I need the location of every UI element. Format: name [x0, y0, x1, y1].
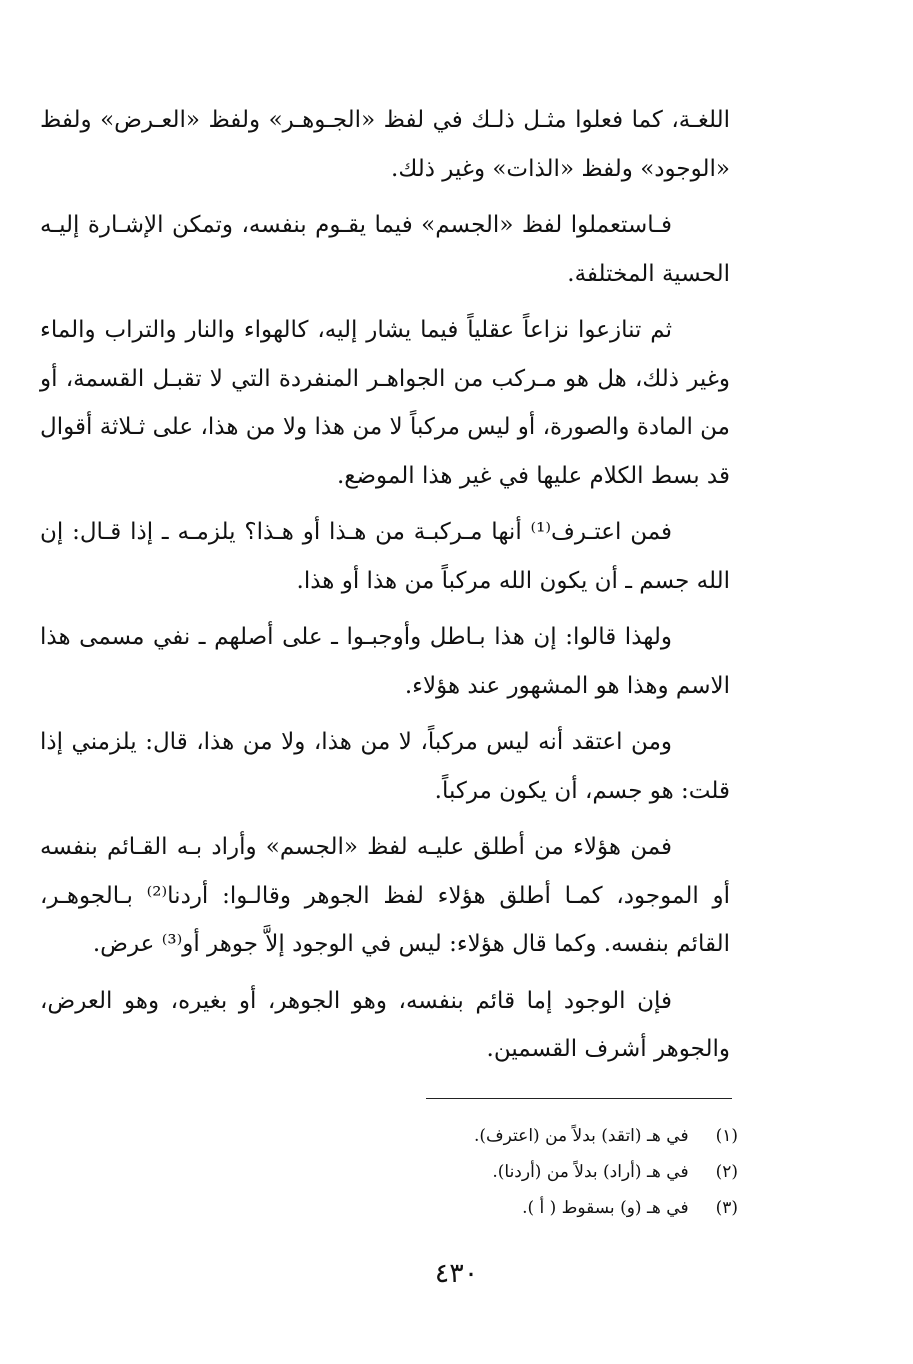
paragraph-7: فمن هؤلاء من أطلق عليـه لفظ «الجسم» وأراد بـه القـائم بنفسه أو الموجود، كمـا أطلق هؤلاء لفظ الجوهر وقالـوا: أردنا⁽²⁾ بـالجوهـر، القائم بنفسه. وكما قال هؤلاء: ليس في الوجود إلاَّ جوهر أو⁽³⁾ عرض.: [40, 834, 730, 957]
paragraph-6: ومن اعتقد أنه ليس مركباً، لا من هذا، ولا من هذا، قال: يلزمني إذا قلت: هو جسم، أن يكون مركباً.: [40, 729, 730, 804]
footnote-divider: [426, 1098, 732, 1099]
paragraph-1: اللغـة، كما فعلوا مثـل ذلـك في لفظ «الجـوهـر» ولفظ «العـرض» ولفظ «الوجود» ولفظ «الذات» وغير ذلك.: [40, 107, 730, 182]
paragraph-5: ولهذا قالوا: إن هذا بـاطل وأوجبـوا ـ على أصلهم ـ نفي مسمى هذا الاسم وهذا هو المشهور عند هؤلاء.: [40, 624, 730, 699]
paragraph-8: فإن الوجود إما قائم بنفسه، وهو الجوهر، أو بغيره، وهو العرض، والجوهر أشرف القسمين.: [40, 987, 730, 1062]
footnote-number: (١): [715, 1126, 738, 1146]
footnote-2: [300, 1154, 738, 1190]
footnote-text: في هـ (أراد) بدلاً من (أردنا).: [492, 1162, 689, 1182]
main-text: [40, 96, 730, 1082]
footnotes: [300, 1118, 738, 1226]
footnote-text: في هـ (و) بسقوط ( أ ).: [522, 1198, 689, 1218]
footnote-1: [300, 1118, 738, 1154]
footnote-3: [300, 1190, 738, 1226]
footnote-number: (٢): [715, 1162, 738, 1182]
paragraph-3: ثم تنازعوا نزاعاً عقلياً فيما يشار إليه، كالهواء والنار والتراب والماء وغير ذلك، هل هو مـركب من الجواهـر المنفردة التي لا تقبـل القسمة، أو من المادة والصورة، أو ليس مركباً لا من هذا ولا من هذا، على ثـلاثة أقوال قد بسط الكلام عليها في غير هذا الموضع.: [40, 317, 730, 489]
footnote-number: (٣): [715, 1198, 738, 1218]
footnote-text: في هـ (اتقد) بدلاً من (اعترف).: [474, 1126, 689, 1146]
paragraph-4: فمن اعتـرف⁽¹⁾ أنها مـركبـة من هـذا أو هـذا؟ يلزمـه ـ إذا قـال: إن الله جسم ـ أن يكون الله مركباً من هذا أو هذا.: [40, 519, 730, 594]
paragraph-2: فـاستعملوا لفظ «الجسم» فيما يقـوم بنفسه، وتمكن الإشـارة إليـه الحسية المختلفة.: [40, 212, 730, 287]
page-number: ٤٣٠: [434, 1258, 479, 1289]
